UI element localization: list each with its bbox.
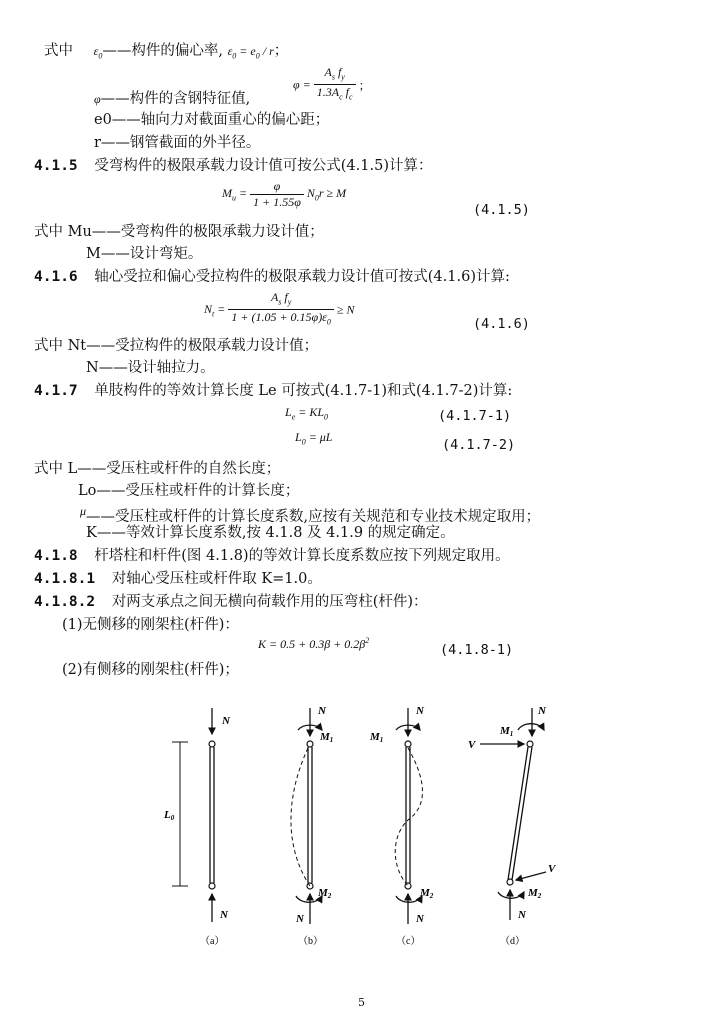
line-8: N——设计轴拉力。 <box>86 360 215 376</box>
svg-text:M2: M2 <box>528 887 542 900</box>
svg-text:M1: M1 <box>370 731 384 744</box>
section-4-1-8-2 <box>34 593 428 611</box>
svg-text:N: N <box>318 705 326 717</box>
figure-d <box>468 705 557 947</box>
line-1 <box>44 42 288 65</box>
section-text: 杆塔柱和杆件(图 4.1.8)的等效计算长度系数应按下列规定取用。 <box>94 548 510 564</box>
shizhong-label: 式中 <box>44 43 73 59</box>
section-number: 4.1.5 <box>34 158 78 174</box>
svg-text:M2: M2 <box>318 887 332 900</box>
svg-text:N: N <box>220 909 228 921</box>
page-number: 5 <box>358 996 365 1009</box>
line-6: M——设计弯矩。 <box>86 246 203 262</box>
section-text: 对两支承点之间无横向荷载作用的压弯柱(杆件)： <box>111 594 428 610</box>
eps0-symbol: $\varepsilon_0$ <box>93 44 103 61</box>
nt-equation: $N_t$ = $\frac{A_s f_y}{1 + (1.05 + 0.15\varphi)\varepsilon_0}$ ≥ N <box>204 290 355 327</box>
eq-number-4-1-8-1: (4.1.8-1) <box>440 642 514 658</box>
svg-text:（b）: （b） <box>298 936 323 947</box>
section-text: 受弯构件的极限承载力设计值可按公式(4.1.5)计算： <box>94 158 433 174</box>
svg-text:M1: M1 <box>320 731 334 744</box>
section-4-1-7 <box>34 382 512 400</box>
line-12: K——等效计算长度系数,按 4.1.8 及 4.1.9 的规定确定。 <box>86 525 455 541</box>
section-4-1-6 <box>34 268 510 286</box>
line-3: e0——轴向力对截面重心的偏心距； <box>94 112 330 128</box>
line-7: 式中 Nt——受拉构件的极限承载力设计值； <box>34 338 319 354</box>
section-text: 轴心受拉和偏心受拉构件的极限承载力设计值可按式(4.1.6)计算: <box>94 269 510 285</box>
section-text: 单肢构件的等效计算长度 Le 可按式(4.1.7-1)和式(4.1.7-2)计算: <box>94 383 513 399</box>
eps-equation: $\varepsilon_0 = e_0 / r$ <box>227 44 274 61</box>
line-2 <box>94 90 250 108</box>
line-9: 式中 L——受压柱或杆件的自然长度； <box>34 461 281 477</box>
l11-text: ——受压柱或杆件的计算长度系数,应按有关规范和专业技术规定取用； <box>86 509 541 525</box>
phi-equation: φ = $\frac{A_s f_y}{1.3A_c f_c}$ ； <box>293 65 371 102</box>
phi-symbol: φ <box>94 92 101 106</box>
svg-text:N: N <box>416 705 424 717</box>
svg-text:L0: L0 <box>164 809 175 822</box>
figure-4-1-8 <box>150 700 570 960</box>
eq-number-4-1-7-1: (4.1.7-1) <box>438 408 512 424</box>
line-10: Lo——受压柱或杆件的计算长度； <box>78 483 300 499</box>
svg-text:（c）: （c） <box>396 936 421 947</box>
section-number: 4.1.8 <box>34 548 78 564</box>
svg-text:V: V <box>468 739 476 751</box>
mu-equation: $M_u$ = $\frac{\varphi}{1 + 1.55\varphi}$ $N_0r \ge M$ <box>222 179 347 209</box>
eq-number-4-1-7-2: (4.1.7-2) <box>442 437 516 453</box>
l2-text: ——构件的含钢特征值, <box>100 91 251 107</box>
svg-text:N: N <box>222 715 230 727</box>
line-13: (1)无侧移的刚架柱(杆件)： <box>62 617 239 633</box>
svg-text:M1: M1 <box>500 725 514 738</box>
section-number: 4.1.7 <box>34 383 78 399</box>
section-4-1-8 <box>34 547 510 565</box>
section-text: 对轴心受压柱或杆件取 K=1.0。 <box>111 571 322 587</box>
section-number: 4.1.6 <box>34 269 78 285</box>
svg-text:V: V <box>548 863 556 875</box>
svg-text:（a）: （a） <box>200 936 225 947</box>
svg-text:N: N <box>538 705 546 717</box>
line-5: 式中 Mu——受弯构件的极限承载力设计值； <box>34 224 324 240</box>
line-11 <box>80 502 540 526</box>
svg-text:M2: M2 <box>420 887 434 900</box>
eq-number-4-1-5: (4.1.5) <box>473 202 530 218</box>
k-equation: $K = 0.5 + 0.3\beta + 0.2\beta^2$ <box>258 636 370 651</box>
le-equation: $L_e = KL_0$ <box>285 405 329 422</box>
figure-c <box>369 705 434 947</box>
line-4: r——钢管截面的外半径。 <box>94 135 261 151</box>
figure-a <box>163 708 231 947</box>
section-4-1-5 <box>34 157 432 175</box>
section-number: 4.1.8.1 <box>34 571 96 587</box>
line-14: (2)有侧移的刚架柱(杆件)； <box>62 662 239 678</box>
svg-text:N: N <box>296 913 304 925</box>
l0-equation: $L_0 = \mu L$ <box>295 430 333 447</box>
l1-text: ——构件的偏心率, <box>102 43 223 59</box>
mu-symbol: μ <box>80 504 87 518</box>
eq-number-4-1-6: (4.1.6) <box>473 316 530 332</box>
section-4-1-8-1 <box>34 570 322 588</box>
section-number: 4.1.8.2 <box>34 594 96 610</box>
figure-b <box>291 705 333 947</box>
svg-text:N: N <box>416 913 424 925</box>
l1-end: ； <box>273 43 289 59</box>
svg-text:N: N <box>518 909 526 921</box>
svg-text:（d）: （d） <box>500 936 525 947</box>
